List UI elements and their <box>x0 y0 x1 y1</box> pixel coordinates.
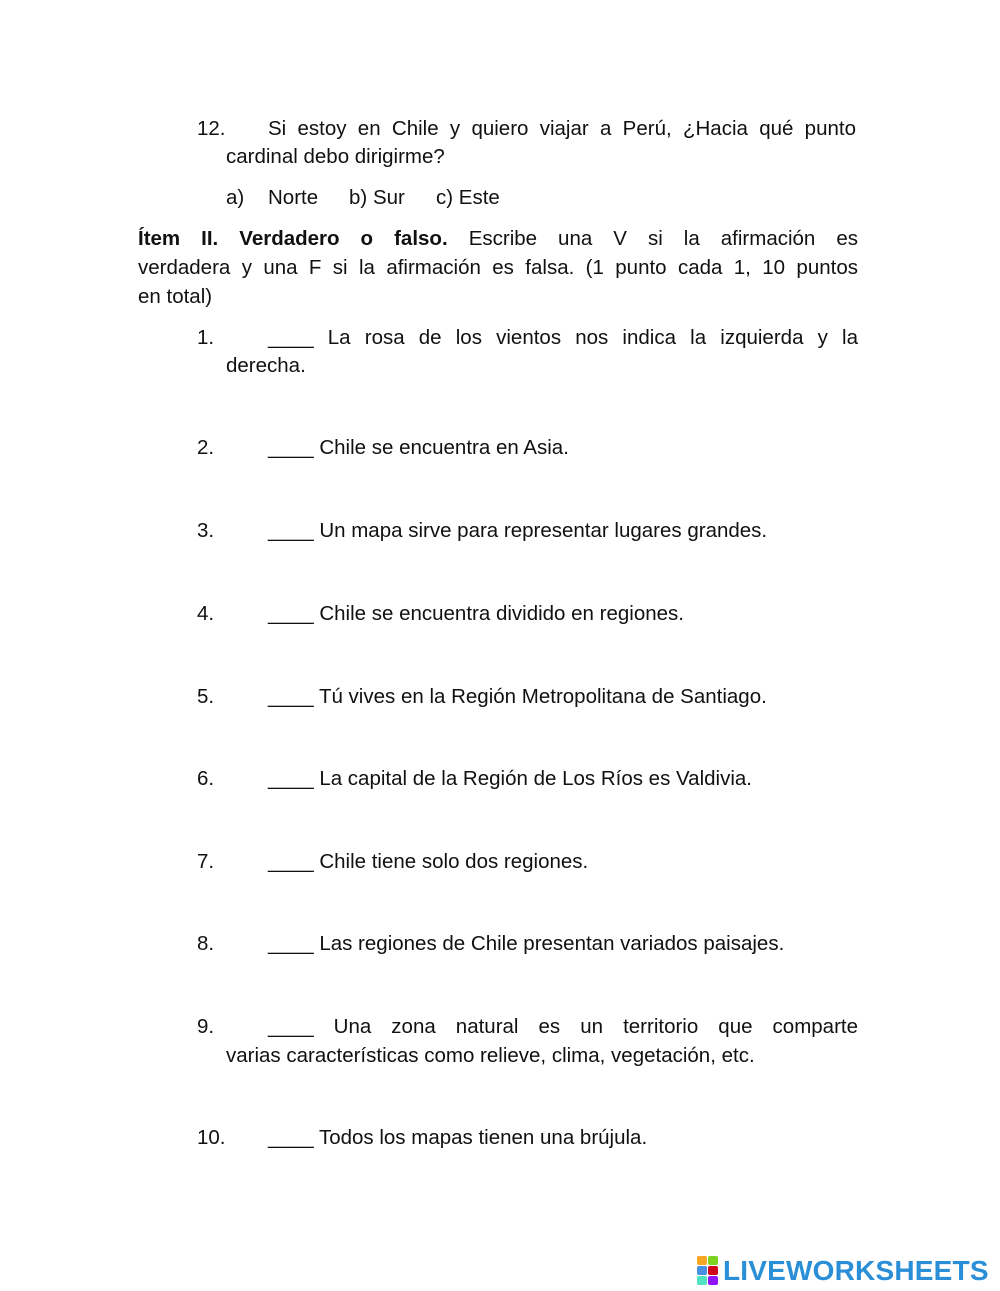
question-text-continued: cardinal debo dirigirme? <box>226 145 445 168</box>
answer-blank[interactable]: ____ <box>268 519 314 542</box>
section-heading <box>138 225 858 253</box>
statement: Tú vives en la Región Metropolitana de Santiago. <box>318 685 767 708</box>
option-letter: c) <box>436 186 454 209</box>
item-text-continued: derecha. <box>226 354 306 377</box>
item-number: 4. <box>197 602 215 625</box>
question-text: Si estoy en Chile y quiero viajar a Perú, ¿Hacia qué punto <box>268 117 856 140</box>
option-a[interactable] <box>226 184 244 212</box>
item-number: 5. <box>197 685 215 708</box>
answer-blank[interactable]: ____ <box>268 436 314 459</box>
item-text <box>268 600 684 628</box>
item-text <box>268 1124 647 1152</box>
logo-block <box>708 1266 718 1275</box>
statement: Todos los mapas tienen una brújula. <box>318 1126 648 1149</box>
logo-blocks-icon <box>697 1256 719 1286</box>
logo-text: LIVEWORKSHEETS <box>723 1255 989 1286</box>
item-number: 6. <box>197 767 215 790</box>
option-c[interactable] <box>436 184 500 212</box>
item-number: 1. <box>197 326 215 349</box>
logo-block <box>697 1266 707 1275</box>
section-instructions-line2: verdadera y una F si la afirmación es falsa. (1 punto cada 1, 10 puntos <box>138 256 858 279</box>
option-b[interactable] <box>349 184 405 212</box>
answer-blank[interactable]: ____ <box>268 326 314 349</box>
section-instructions: Escribe una V si la afirmación es <box>468 227 859 250</box>
item-text <box>268 324 858 352</box>
statement: La capital de la Región de Los Ríos es Valdivia. <box>319 767 752 790</box>
item-text <box>268 683 767 711</box>
answer-blank[interactable]: ____ <box>268 602 314 625</box>
item-number: 8. <box>197 932 215 955</box>
answer-blank[interactable]: ____ <box>268 1126 314 1149</box>
logo-block <box>697 1256 707 1265</box>
option-letter: a) <box>226 186 245 209</box>
item-text <box>268 1013 858 1041</box>
liveworksheets-logo[interactable] <box>697 1255 989 1287</box>
item-text <box>268 765 752 793</box>
logo-block <box>708 1256 718 1265</box>
item-number: 2. <box>197 436 215 459</box>
answer-blank[interactable]: ____ <box>268 850 314 873</box>
item-number: 10. <box>197 1126 226 1149</box>
answer-blank[interactable]: ____ <box>268 932 314 955</box>
statement: Chile tiene solo dos regiones. <box>319 850 589 873</box>
item-number: 3. <box>197 519 215 542</box>
answer-blank[interactable]: ____ <box>268 767 314 790</box>
option-text: Este <box>458 186 500 209</box>
statement: Las regiones de Chile presentan variados paisajes. <box>319 932 785 955</box>
item-text-continued: varias características como relieve, clima, vegetación, etc. <box>226 1044 755 1067</box>
question-number: 12. <box>197 117 226 140</box>
item-text <box>268 930 784 958</box>
item-number: 7. <box>197 850 215 873</box>
statement: Chile se encuentra dividido en regiones. <box>319 602 684 625</box>
statement: Un mapa sirve para representar lugares grandes. <box>319 519 768 542</box>
option-letter: b) <box>349 186 368 209</box>
statement: La rosa de los vientos nos indica la izquierda y la <box>327 326 858 349</box>
section-title: Ítem II. Verdadero o falso. <box>138 227 448 250</box>
item-text <box>268 848 588 876</box>
logo-block <box>708 1276 718 1285</box>
option-a-text[interactable]: Norte <box>268 186 319 209</box>
item-number: 9. <box>197 1015 215 1038</box>
section-instructions-line3: en total) <box>138 285 213 308</box>
statement: Chile se encuentra en Asia. <box>319 436 569 459</box>
logo-block <box>697 1276 707 1285</box>
statement: Una zona natural es un territorio que comparte <box>333 1015 858 1038</box>
item-text <box>268 434 569 462</box>
item-text <box>268 517 767 545</box>
answer-blank[interactable]: ____ <box>268 1015 314 1038</box>
answer-blank[interactable]: ____ <box>268 685 314 708</box>
option-text: Sur <box>372 186 405 209</box>
